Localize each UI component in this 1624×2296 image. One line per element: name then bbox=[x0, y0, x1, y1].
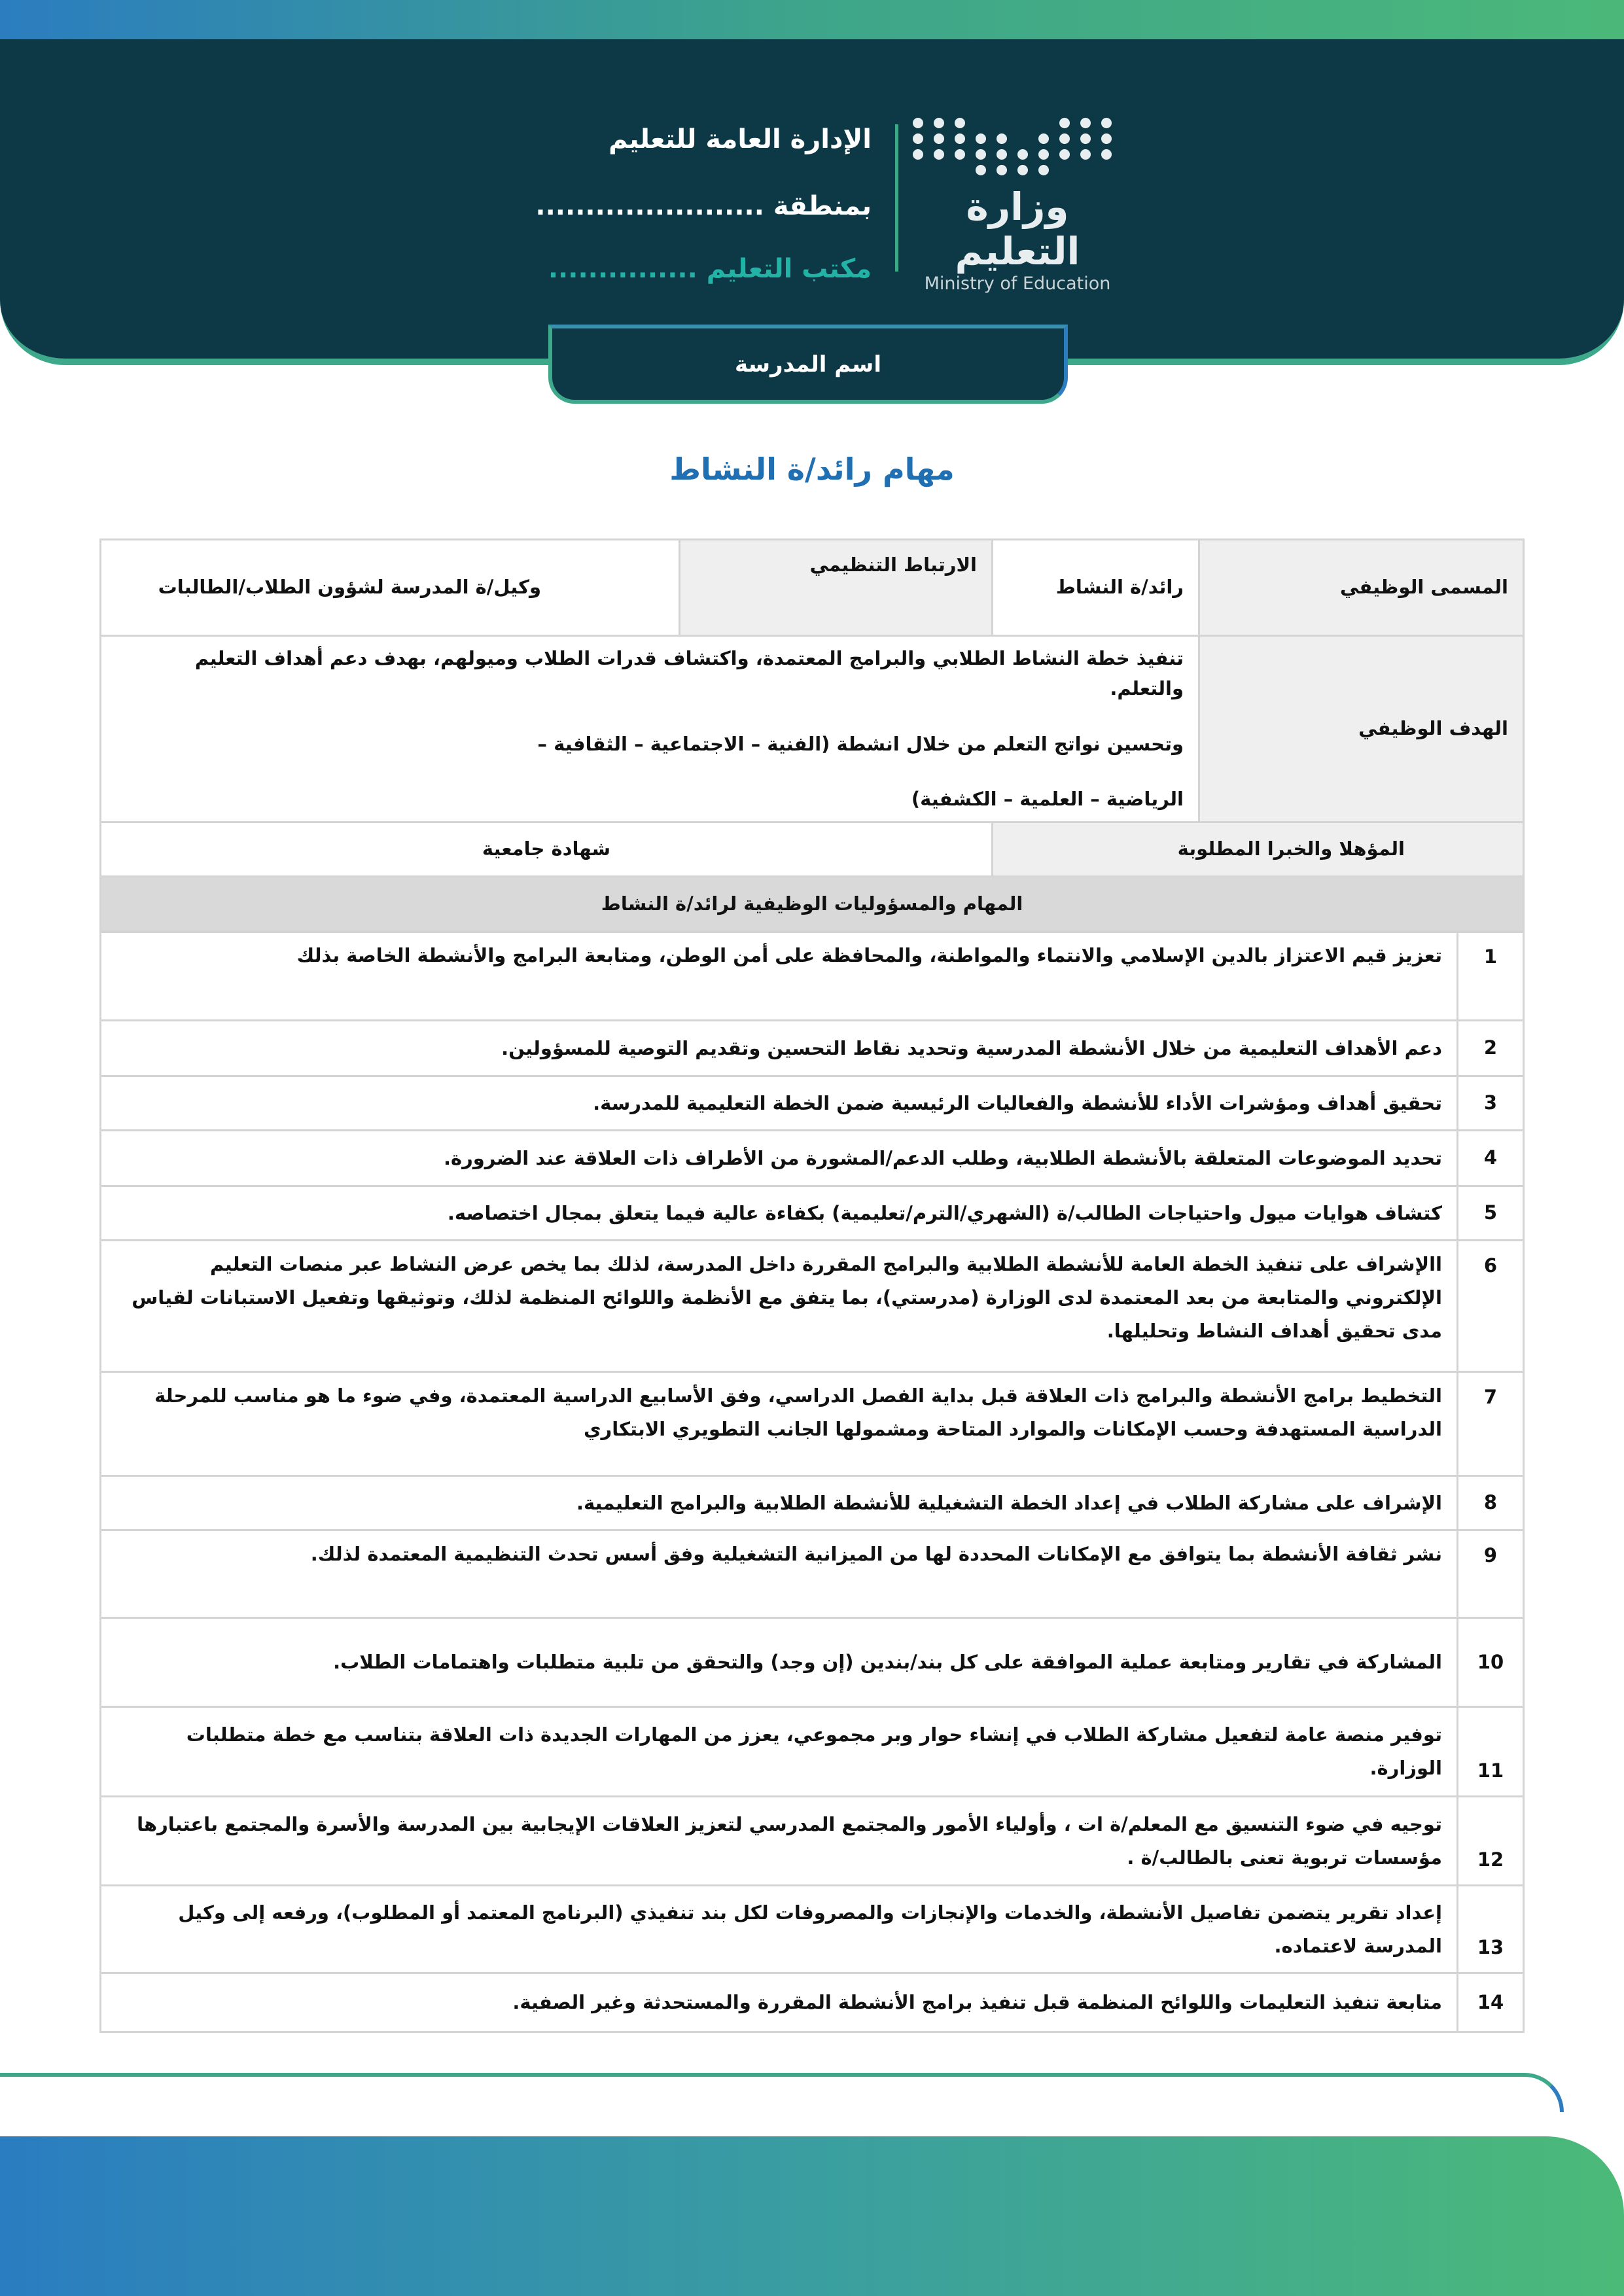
task-number: 3 bbox=[1458, 1076, 1524, 1131]
task-row bbox=[101, 1186, 1524, 1241]
task-text: تعزيز قيم الاعتزاز بالدين الإسلامي والانتماء والمواطنة، والمحافظة على أمن الوطن، ومتابعة البرامج والأنشطة الخاصة بذلك bbox=[101, 932, 1458, 1021]
task-row bbox=[101, 1076, 1524, 1131]
task-text: تحديد الموضوعات المتعلقة بالأنشطة الطلابية، وطلب الدعم/المشورة من الأطراف ذات العلاقة عند الضرورة. bbox=[101, 1131, 1458, 1186]
task-number: 5 bbox=[1458, 1186, 1524, 1241]
reporting-label: الارتباط التنظيمي bbox=[680, 540, 993, 636]
reporting-value: وكيل/ة المدرسة لشؤون الطلاب/الطالبات bbox=[101, 540, 680, 636]
task-text: تحقيق أهداف ومؤشرات الأداء للأنشطة والفعاليات الرئيسية ضمن الخطة التعليمية للمدرسة. bbox=[101, 1076, 1458, 1131]
qualifications-value: شهادة جامعية bbox=[101, 822, 993, 876]
task-row bbox=[101, 1021, 1524, 1076]
task-row bbox=[101, 1372, 1524, 1476]
task-number: 8 bbox=[1458, 1476, 1524, 1530]
page-title: مهام رائد/ة النشاط bbox=[669, 451, 955, 487]
task-row bbox=[101, 1476, 1524, 1530]
top-gradient-strip bbox=[0, 0, 1624, 41]
goal-label: الهدف الوظيفي bbox=[1199, 636, 1524, 822]
task-row bbox=[101, 1973, 1524, 2032]
task-number: 13 bbox=[1458, 1886, 1524, 1973]
goal-line-3: الرياضية – العلمية – الكشفية) bbox=[911, 788, 1184, 811]
logo-dots-icon bbox=[913, 118, 1122, 175]
task-text: إعداد تقرير يتضمن تفاصيل الأنشطة، والخدمات والإنجازات والمصروفات لكل بند تنفيذي (البرنامج المعتمد أو المطلوب)، ورفعه إلى وكيل المدرسة لاعتماده. bbox=[101, 1886, 1458, 1973]
job-description-table bbox=[99, 539, 1525, 933]
task-text: متابعة تنفيذ التعليمات واللوائح المنظمة قبل تنفيذ برامج الأنشطة المقررة والمستحدثة وغير الصفية. bbox=[101, 1973, 1458, 2032]
task-text: االإشراف على تنفيذ الخطة العامة للأنشطة الطلابية والبرامج المقررة داخل المدرسة، لذلك بما يخص عرض النشاط عبر منصات التعليم الإلكتروني والمتابعة من بعد المعتمدة لدى الوزارة (مدرستي)، بما يتفق مع الأنظمة واللوائح المنظمة لذلك، وتوثيقها وتفعيل الاستبانات لقياس مدى تحقيق أهداف النشاط وتحليلها. bbox=[101, 1241, 1458, 1372]
job-title-value: رائد/ة النشاط bbox=[993, 540, 1199, 636]
task-row bbox=[101, 1886, 1524, 1973]
task-number: 12 bbox=[1458, 1797, 1524, 1886]
task-number: 14 bbox=[1458, 1973, 1524, 2032]
task-number: 6 bbox=[1458, 1241, 1524, 1372]
task-number: 1 bbox=[1458, 932, 1524, 1021]
header-divider bbox=[895, 124, 898, 272]
task-row bbox=[101, 1618, 1524, 1707]
task-number: 2 bbox=[1458, 1021, 1524, 1076]
task-number: 7 bbox=[1458, 1372, 1524, 1476]
task-text: توجيه في ضوء التنسيق مع المعلم/ة ات ، وأولياء الأمور والمجتمع المدرسي لتعزيز العلاقات الإيجابية بين المدرسة والأسرة والمجتمع باعتبارها مؤسسات تربوية تعنى بالطالب/ة . bbox=[101, 1797, 1458, 1886]
ministry-logo bbox=[913, 118, 1122, 294]
task-text: توفير منصة عامة لتفعيل مشاركة الطلاب في إنشاء حوار وبر مجموعي، يعزز من المهارات الجديدة ذات العلاقة بتناسب مع خطة متطلبات الوزارة. bbox=[101, 1707, 1458, 1797]
logo-english-text: Ministry of Education bbox=[924, 274, 1111, 294]
job-title-label: المسمى الوظيفي bbox=[1199, 540, 1524, 636]
logo-arabic-text: وزارة التعليم bbox=[955, 185, 1080, 274]
task-number: 9 bbox=[1458, 1530, 1524, 1618]
task-row bbox=[101, 1131, 1524, 1186]
task-number: 10 bbox=[1458, 1618, 1524, 1707]
footer-banner bbox=[0, 2136, 1624, 2296]
task-number: 4 bbox=[1458, 1131, 1524, 1186]
goal-line-2: وتحسين نواتج التعلم من خلال انشطة (الفنية – الاجتماعية – الثقافية – bbox=[537, 732, 1184, 755]
task-row bbox=[101, 1241, 1524, 1372]
region-line: بمنطقة ....................... bbox=[535, 191, 872, 221]
task-row bbox=[101, 1530, 1524, 1618]
tasks-table bbox=[99, 930, 1525, 2033]
task-text: نشر ثقافة الأنشطة بما يتوافق مع الإمكانات المحددة لها من الميزانية التشغيلية وفق أسس تحدث التنظيمية المعتمدة لذلك. bbox=[101, 1530, 1458, 1618]
school-name-box: اسم المدرسة bbox=[548, 325, 1068, 404]
education-office-line: مكتب التعليم ............... bbox=[548, 254, 872, 284]
goal-line-1: تنفيذ خطة النشاط الطلابي والبرامج المعتمدة، واكتشاف قدرات الطلاب وميولهم، بهدف دعم أهداف التعليم والتعلم. bbox=[194, 647, 1184, 700]
directorate-title: الإدارة العامة للتعليم bbox=[609, 124, 872, 154]
qualifications-label: المؤهلا والخبرا المطلوبة bbox=[993, 822, 1524, 876]
tasks-header: المهام والمسؤوليات الوظيفية لرائد/ة النشاط bbox=[101, 876, 1524, 932]
task-row bbox=[101, 932, 1524, 1021]
task-row bbox=[101, 1797, 1524, 1886]
footer-line bbox=[0, 2073, 1564, 2112]
task-number: 11 bbox=[1458, 1707, 1524, 1797]
task-row bbox=[101, 1707, 1524, 1797]
goal-value bbox=[101, 636, 1199, 822]
task-text: المشاركة في تقارير ومتابعة عملية الموافقة على كل بند/بندين (إن وجد) والتحقق من تلبية متطلبات واهتمامات الطلاب. bbox=[101, 1618, 1458, 1707]
task-text: كتشاف هوايات ميول واحتياجات الطالب/ة (الشهري/الترم/تعليمية) بكفاءة عالية فيما يتعلق بمجال اختصاصه. bbox=[101, 1186, 1458, 1241]
task-text: الإشراف على مشاركة الطلاب في إعداد الخطة التشغيلية للأنشطة الطلابية والبرامج التعليمية. bbox=[101, 1476, 1458, 1530]
task-text: دعم الأهداف التعليمية من خلال الأنشطة المدرسية وتحديد نقاط التحسين وتقديم التوصية للمسؤولين. bbox=[101, 1021, 1458, 1076]
task-text: التخطيط برامج الأنشطة والبرامج ذات العلاقة قبل بداية الفصل الدراسي، وفق الأسابيع الدراسية المعتمدة، وفي ضوء ما هو مناسب للمرحلة الدراسية المستهدفة وحسب الإمكانات والموارد المتاحة ومشمولها الجانب التطويري الابتكاري bbox=[101, 1372, 1458, 1476]
